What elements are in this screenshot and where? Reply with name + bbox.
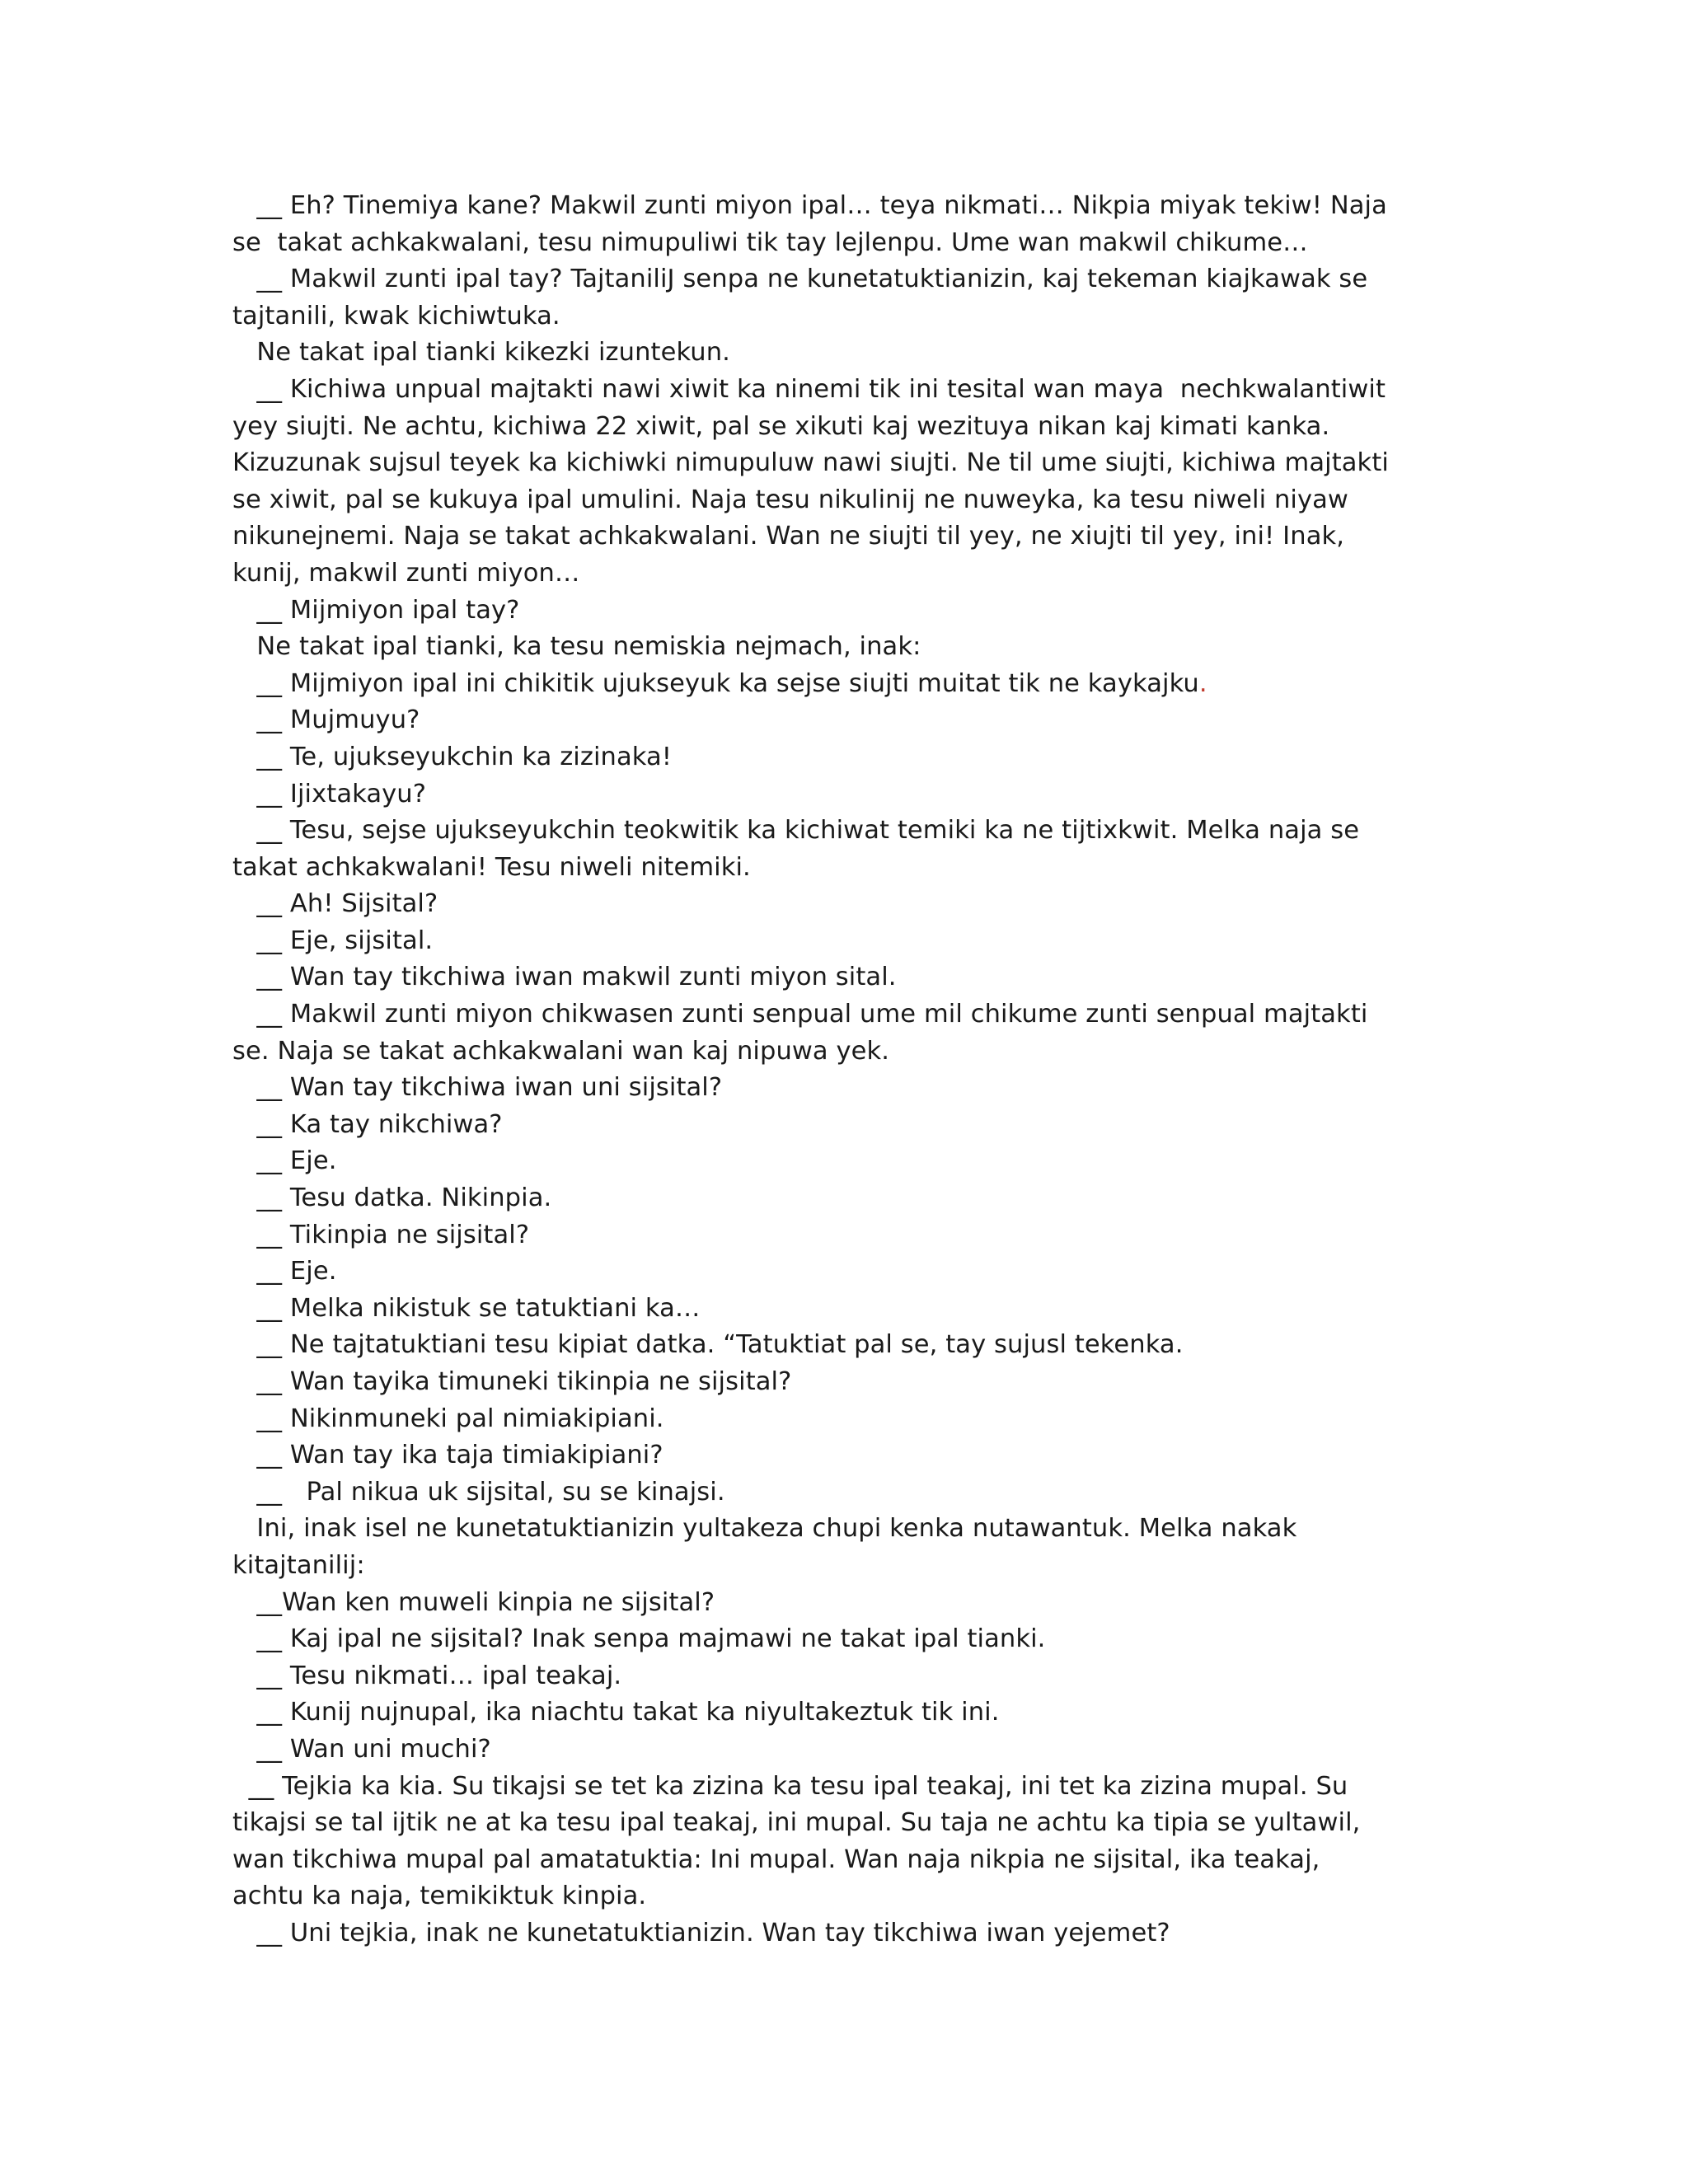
text-line: Kizuzunak sujsul teyek ka kichiwki nimupuluw nawi siujti. Ne til ume siujti, kichiwa majtakti — [232, 448, 1389, 478]
text-line: takat achkakwalani! Tesu niweli nitemiki. — [232, 852, 751, 882]
text-line: kunij, makwil zunti miyon… — [232, 558, 580, 588]
text-line: wan tikchiwa mupal pal amatatuktia: Ini mupal. Wan naja nikpia ne sijsital, ika teakaj, — [232, 1844, 1320, 1874]
text-line: __ Te, ujukseyukchin ka zizinaka! — [232, 742, 673, 771]
text-line: __ Mijmiyon ipal ini chikitik ujukseyuk ka sejse siujti muitat tik ne kaykajku. — [232, 668, 1207, 698]
text-line: __ Kaj ipal ne sijsital? Inak senpa majmawi ne takat ipal tianki. — [232, 1624, 1046, 1654]
text-line: __ Wan tayika timuneki tikinpia ne sijsital? — [232, 1367, 792, 1396]
text-line: __ Ka tay nikchiwa? — [232, 1109, 503, 1139]
text-line: __ Wan uni muchi? — [232, 1734, 491, 1764]
text-line: __ Tesu datka. Nikinpia. — [232, 1183, 552, 1213]
text-line: kitajtanilij: — [232, 1550, 365, 1580]
text-line: se takat achkakwalani, tesu nimupuliwi tik tay lejlenpu. Ume wan makwil chikume… — [232, 227, 1308, 257]
text-line: Ne takat ipal tianki kikezki izuntekun. — [232, 338, 730, 368]
text-line: __ Kunij nujnupal, ika niachtu takat ka niyultakeztuk tik ini. — [232, 1698, 1000, 1727]
text-line: __ Pal nikua uk sijsital, su se kinajsi. — [232, 1477, 725, 1507]
text-line: tajtanili, kwak kichiwtuka. — [232, 301, 560, 330]
red-period-mark: . — [1198, 668, 1207, 698]
text-line: __ Makwil zunti ipal tay? TajtaniliJ senpa ne kunetatuktianizin, kaj tekeman kiajkawak se — [232, 265, 1368, 294]
text-line: __ Eh? Tinemiya kane? Makwil zunti miyon ipal… teya nikmati… Nikpia miyak tekiw! Naja — [232, 191, 1387, 220]
text-line: __ Eje, sijsital. — [232, 926, 434, 955]
text-line: __ Ijixtakayu? — [232, 779, 427, 808]
text-line: __ Nikinmuneki pal nimiakipiani. — [232, 1404, 664, 1433]
text-line: Ne takat ipal tianki, ka tesu nemiskia nejmach, inak: — [232, 632, 921, 662]
text-line: __ Ah! Sijsital? — [232, 889, 438, 919]
text-line: __ Wan tay ika taja timiakipiani? — [232, 1441, 663, 1470]
text-line: nikunejnemi. Naja se takat achkakwalani. Wan ne siujti til yey, ne xiujti til yey, ini! Inak, — [232, 522, 1345, 551]
text-line: __ Eje. — [232, 1257, 337, 1286]
text-line: __ Kichiwa unpual majtakti nawi xiwit ka ninemi tik ini tesital wan maya nechkwalantiwit — [232, 374, 1386, 404]
text-line: __ Melka nikistuk se tatuktiani ka… — [232, 1293, 701, 1323]
text-line: achtu ka naja, temikiktuk kinpia. — [232, 1882, 647, 1911]
text-line: __ Wan tay tikchiwa iwan makwil zunti miyon sital. — [232, 963, 897, 992]
text-line: __ Tesu, sejse ujukseyukchin teokwitik ka kichiwat temiki ka ne tijtixkwit. Melka naja se — [232, 816, 1360, 846]
text-line: __ Tesu nikmati… ipal teakaj. — [232, 1661, 622, 1690]
text-line: __ Makwil zunti miyon chikwasen zunti senpual ume mil chikume zunti senpual majtakti — [232, 1000, 1368, 1029]
text-line: __ Eje. — [232, 1146, 337, 1176]
text-line: tikajsi se tal ijtik ne at ka tesu ipal teakaj, ini mupal. Su taja ne achtu ka tipia se yultawil, — [232, 1808, 1361, 1838]
text-line: Ini, inak isel ne kunetatuktianizin yultakeza chupi kenka nutawantuk. Melka nakak — [232, 1514, 1297, 1544]
text-line: __Wan ken muweli kinpia ne sijsital? — [232, 1587, 715, 1617]
text-line: se xiwit, pal se kukuya ipal umulini. Naja tesu nikulinij ne nuweyka, ka tesu niweli niyaw — [232, 485, 1348, 514]
document-body — [232, 188, 1452, 1952]
text-line: __ Wan tay tikchiwa iwan uni sijsital? — [232, 1073, 723, 1103]
text-line: __ Uni tejkia, inak ne kunetatuktianizin. Wan tay tikchiwa iwan yejemet? — [232, 1918, 1170, 1947]
text-line: __ Mujmuyu? — [232, 705, 420, 735]
text-line: se. Naja se takat achkakwalani wan kaj nipuwa yek. — [232, 1036, 890, 1066]
text-line: yey siujti. Ne achtu, kichiwa 22 xiwit, pal se xikuti kaj wezituya nikan kaj kimati kanka. — [232, 411, 1330, 441]
text-line: __ Ne tajtatuktiani tesu kipiat datka. “Tatuktiat pal se, tay sujusl tekenka. — [232, 1330, 1184, 1360]
text-line: __ Mijmiyon ipal tay? — [232, 595, 520, 625]
text-line: __ Tejkia ka kia. Su tikajsi se tet ka zizina ka tesu ipal teakaj, ini tet ka zizina mupal. Su — [232, 1771, 1348, 1801]
text-line: __ Tikinpia ne sijsital? — [232, 1220, 530, 1249]
